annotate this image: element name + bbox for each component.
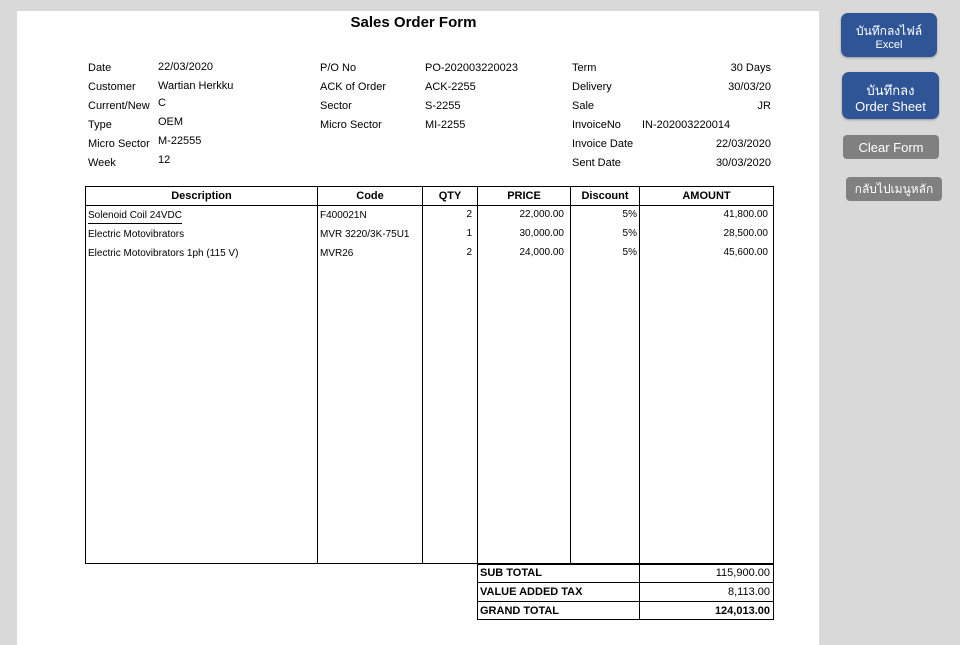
subtotal-label: SUB TOTAL [480, 567, 542, 579]
table-cell-discount[interactable]: 5% [622, 209, 637, 220]
column-header-qty: QTY [438, 190, 462, 202]
form-title: Sales Order Form [350, 14, 477, 31]
ack-order-label: ACK of Order [320, 81, 387, 93]
sale-value[interactable]: JR [757, 100, 771, 112]
micro-sector-2-label: Micro Sector [320, 119, 382, 131]
sector-label: Sector [320, 100, 352, 112]
micro-sector-2-value[interactable]: MI-2255 [425, 119, 466, 131]
column-header-code: Code [356, 190, 384, 202]
column-header-discount: Discount [581, 190, 629, 202]
ack-order-value[interactable]: ACK-2255 [425, 81, 476, 93]
table-cell-description[interactable]: Solenoid Coil 24VDC [88, 209, 182, 224]
table-cell-amount: 28,500.00 [723, 228, 768, 239]
col-divider [477, 186, 478, 564]
save-order-sheet-button[interactable] [842, 72, 939, 119]
invoice-no-value[interactable]: IN-202003220014 [642, 119, 731, 131]
po-no-label: P/O No [320, 62, 357, 74]
delivery-label: Delivery [572, 81, 612, 93]
type-label: Type [88, 119, 112, 131]
column-header-amount: AMOUNT [682, 190, 731, 202]
col-divider [317, 186, 318, 564]
week-value[interactable]: 12 [158, 154, 171, 166]
table-cell-amount: 45,600.00 [723, 247, 768, 258]
po-no-value[interactable]: PO-202003220023 [425, 62, 518, 74]
current-new-value[interactable]: C [158, 97, 166, 109]
table-cell-amount: 41,800.00 [723, 209, 768, 220]
table-cell-discount[interactable]: 5% [622, 228, 637, 239]
date-value[interactable]: 22/03/2020 [158, 61, 214, 73]
table-cell-qty[interactable]: 1 [466, 228, 472, 239]
table-header-divider [85, 205, 774, 206]
col-divider [639, 186, 640, 564]
vat-value: 8,113.00 [727, 586, 770, 598]
column-header-price: PRICE [507, 190, 541, 202]
totals-column-divider [639, 564, 640, 620]
save-excel-label-line2: Excel [875, 38, 903, 51]
term-value[interactable]: 30 Days [730, 62, 771, 74]
term-label: Term [572, 62, 597, 74]
save-order-label-line2: Order Sheet [855, 99, 926, 114]
micro-sector-value[interactable]: M-22555 [158, 135, 202, 147]
save-excel-button[interactable] [841, 13, 937, 57]
subtotal-value: 115,900.00 [715, 567, 770, 579]
invoice-no-label: InvoiceNo [572, 119, 621, 131]
column-header-description: Description [171, 190, 232, 202]
table-cell-qty[interactable]: 2 [466, 247, 472, 258]
micro-sector-label: Micro Sector [88, 138, 150, 150]
table-cell-price[interactable]: 22,000.00 [519, 209, 564, 220]
save-order-label-line1: บันทึกลง [866, 83, 915, 98]
table-cell-qty[interactable]: 2 [466, 209, 472, 220]
delivery-value[interactable]: 30/03/20 [728, 81, 771, 93]
col-divider [570, 186, 571, 564]
back-to-main-menu-button[interactable]: กลับไปเมนูหลัก [846, 177, 942, 201]
grand-total-value: 124,013.00 [714, 605, 770, 617]
week-label: Week [88, 157, 116, 169]
sector-value[interactable]: S-2255 [425, 100, 461, 112]
sale-label: Sale [572, 100, 595, 112]
order-items-table [85, 186, 774, 564]
customer-value[interactable]: Wartian Herkku [158, 80, 234, 92]
sent-date-value[interactable]: 30/03/2020 [715, 157, 771, 169]
vat-label: VALUE ADDED TAX [480, 586, 583, 598]
table-cell-code[interactable]: MVR 3220/3K-75U1 [320, 229, 410, 240]
date-label: Date [88, 62, 112, 74]
clear-form-button[interactable]: Clear Form [843, 135, 939, 159]
table-cell-description[interactable]: Electric Motovibrators [88, 229, 185, 240]
table-cell-code[interactable]: MVR26 [320, 248, 354, 259]
table-cell-code[interactable]: F400021N [320, 210, 367, 221]
table-cell-discount[interactable]: 5% [622, 247, 637, 258]
col-divider [422, 186, 423, 564]
current-new-label: Current/New [88, 100, 150, 112]
type-value[interactable]: OEM [158, 116, 184, 128]
table-cell-price[interactable]: 30,000.00 [519, 228, 564, 239]
invoice-date-label: Invoice Date [572, 138, 634, 150]
sent-date-label: Sent Date [572, 157, 621, 169]
grand-total-label: GRAND TOTAL [480, 605, 560, 617]
invoice-date-value[interactable]: 22/03/2020 [715, 138, 771, 150]
table-cell-price[interactable]: 24,000.00 [519, 247, 564, 258]
save-excel-label-line1: บันทึกลงไฟล์ [855, 23, 923, 38]
customer-label: Customer [88, 81, 136, 93]
table-cell-description[interactable]: Electric Motovibrators 1ph (115 V) [88, 248, 239, 259]
